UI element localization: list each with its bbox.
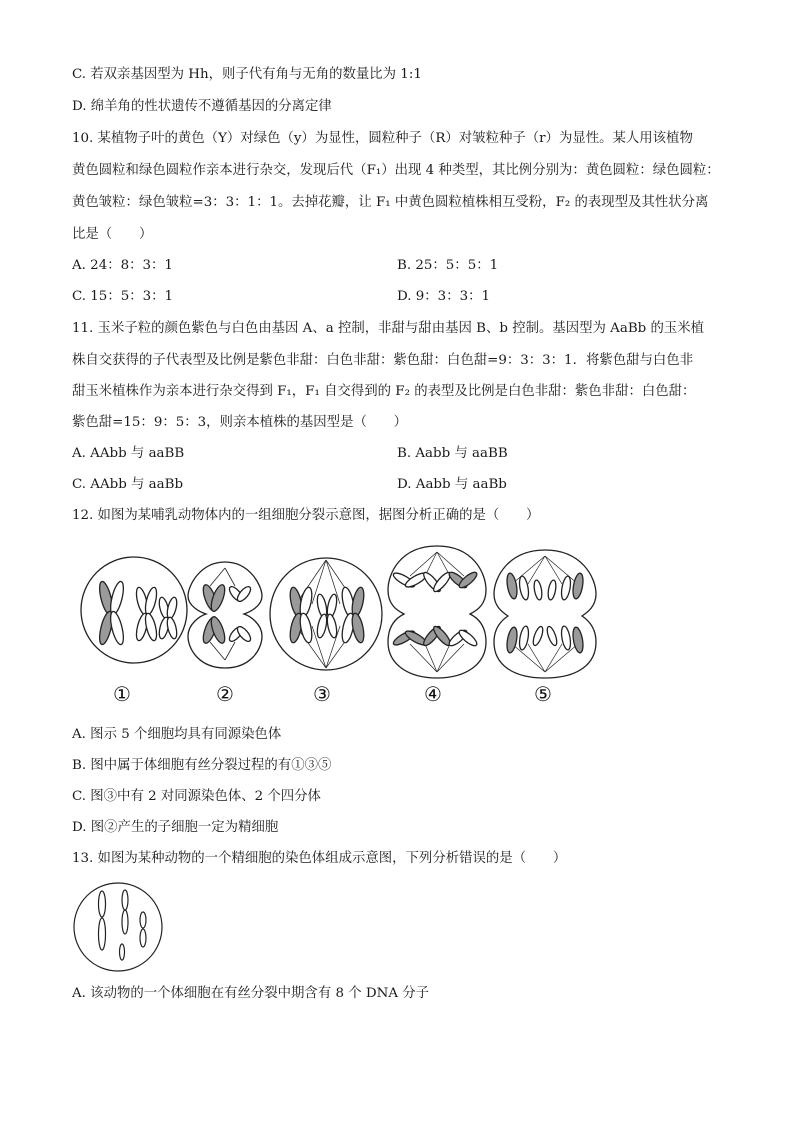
q12-option-c[interactable]: C. 图③中有 2 对同源染色体、2 个四分体 bbox=[72, 789, 321, 804]
q10-option-b[interactable]: B. 25：5：5：1 bbox=[397, 258, 499, 273]
cell-5-membrane bbox=[494, 550, 596, 678]
chromosome-2a bbox=[122, 890, 128, 910]
q10-option-d[interactable]: D. 9：3：3：1 bbox=[397, 289, 491, 304]
sperm-cell-membrane bbox=[74, 883, 162, 971]
cell-1-chromosomes bbox=[97, 580, 179, 645]
cell-5-chromosomes bbox=[505, 556, 584, 672]
chromosome-4a bbox=[140, 912, 146, 928]
q10-stem-line4: 比是（ ） bbox=[72, 227, 153, 242]
q11-option-a[interactable]: A. AAbb 与 aaBB bbox=[72, 446, 185, 461]
q12-option-a[interactable]: A. 图示 5 个细胞均具有同源染色体 bbox=[72, 727, 282, 742]
q11-stem-line4: 紫色甜=15：9：5：3，则亲本植株的基因型是（ ） bbox=[72, 415, 408, 430]
cell-4-label: ④ bbox=[424, 682, 442, 706]
q10-option-c[interactable]: C. 15：5：3：1 bbox=[72, 289, 174, 304]
chromosome-1a bbox=[99, 891, 106, 917]
q13-sperm-cell-figure bbox=[70, 882, 170, 972]
cell-2-label: ② bbox=[216, 682, 234, 706]
q10-stem-line2: 黄色圆粒和绿色圆粒作亲本进行杂交，发现后代（F₁）出现 4 种类型，其比例分别为：黄色圆粒：绿色圆粒： bbox=[72, 163, 720, 178]
q12-cell-division-figure bbox=[60, 538, 620, 713]
q12-option-b[interactable]: B. 图中属于体细胞有丝分裂过程的有①③⑤ bbox=[72, 758, 332, 773]
q11-option-d[interactable]: D. Aabb 与 aaBb bbox=[397, 477, 507, 492]
cell-3-label: ③ bbox=[313, 682, 331, 706]
q12-option-d[interactable]: D. 图②产生的子细胞一定为精细胞 bbox=[72, 820, 279, 835]
cell-2-membrane bbox=[188, 562, 262, 668]
q11-stem-line1: 11. 玉米子粒的颜色紫色与白色由基因 A、a 控制，非甜与甜由基因 B、b 控制。基因型为 AaBb 的玉米植 bbox=[72, 321, 705, 336]
chromosome-1b bbox=[99, 918, 106, 950]
cell-4-chromosomes bbox=[392, 552, 479, 672]
cell-5-label: ⑤ bbox=[534, 682, 552, 706]
q10-stem-line3: 黄色皱粒：绿色皱粒=3：3：1：1。去掉花瓣，让 F₁ 中黄色圆粒植株相互受粉，F₂ 的表现型及其性状分离 bbox=[72, 195, 709, 210]
cell-3-chromosomes bbox=[288, 560, 366, 668]
option-d-q9: D. 绵羊角的性状遗传不遵循基因的分离定律 bbox=[72, 99, 332, 114]
q13-option-a[interactable]: A. 该动物的一个体细胞在有丝分裂中期含有 8 个 DNA 分子 bbox=[72, 986, 430, 1001]
q12-stem: 12. 如图为某哺乳动物体内的一组细胞分裂示意图，据图分析正确的是（ ） bbox=[72, 508, 540, 523]
q11-option-b[interactable]: B. Aabb 与 aaBB bbox=[397, 446, 508, 461]
chromosome-4b bbox=[140, 929, 146, 947]
q11-stem-line2: 株自交获得的子代表型及比例是紫色非甜：白色非甜：紫色甜：白色甜=9：3：3：1．将紫色甜与白色非 bbox=[72, 353, 694, 368]
chromosome-3 bbox=[120, 944, 125, 960]
chromosome-2b bbox=[122, 910, 128, 934]
q10-stem-line1: 10. 某植物子叶的黄色（Y）对绿色（y）为显性，圆粒种子（R）对皱粒种子（r）为显性。某人用该植物 bbox=[72, 131, 693, 146]
q13-stem: 13. 如图为某种动物的一个精细胞的染色体组成示意图，下列分析错误的是（ ） bbox=[72, 851, 567, 866]
option-c-q9: C. 若双亲基因型为 Hh，则子代有角与无角的数量比为 1:1 bbox=[72, 67, 422, 82]
cell-4-membrane bbox=[388, 546, 486, 678]
q10-option-a[interactable]: A. 24：8：3：1 bbox=[72, 258, 173, 273]
q11-stem-line3: 甜玉米植株作为亲本进行杂交得到 F₁，F₁ 自交得到的 F₂ 的表型及比例是白色非甜：紫色非甜：白色甜： bbox=[72, 384, 696, 399]
cell-1-label: ① bbox=[113, 682, 131, 706]
q11-option-c[interactable]: C. AAbb 与 aaBb bbox=[72, 477, 184, 492]
